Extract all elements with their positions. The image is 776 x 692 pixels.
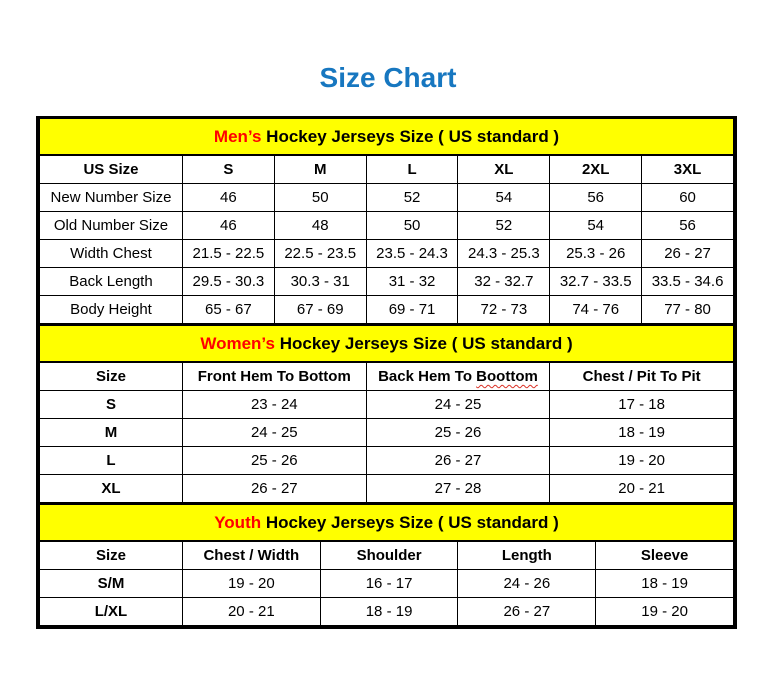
cell: 25 - 26 [182, 447, 366, 475]
cell: 24 - 25 [182, 419, 366, 447]
row-label: S/M [40, 570, 183, 598]
youth-header-row [40, 541, 734, 570]
cell: 24 - 26 [458, 570, 596, 598]
size-chart [36, 116, 737, 629]
cell: 54 [550, 212, 642, 240]
cell: 54 [458, 184, 550, 212]
womens-banner-text: Hockey Jerseys Size ( US standard ) [274, 333, 573, 353]
row-label: L [40, 447, 183, 475]
cell: 16 - 17 [320, 570, 458, 598]
row-label: M [40, 419, 183, 447]
row-label: Old Number Size [40, 212, 183, 240]
youth-banner [40, 504, 734, 541]
column-header: 3XL [642, 155, 734, 184]
column-header: L [366, 155, 458, 184]
column-header: Chest / Width [182, 541, 320, 570]
row-label: L/XL [40, 598, 183, 626]
cell: 60 [642, 184, 734, 212]
table-row [40, 391, 734, 419]
table-row [40, 475, 734, 503]
misspelled-word: Boottom [476, 368, 538, 385]
cell: 25 - 26 [366, 419, 550, 447]
cell: 32.7 - 33.5 [550, 268, 642, 296]
cell: 56 [642, 212, 734, 240]
womens-banner-row [40, 325, 734, 362]
cell: 29.5 - 30.3 [182, 268, 274, 296]
column-header-text: Back Hem To [378, 368, 477, 385]
womens-banner [40, 325, 734, 362]
womens-header-row [40, 362, 734, 391]
youth-banner-text: Hockey Jerseys Size ( US standard ) [261, 512, 559, 532]
cell: 25.3 - 26 [550, 240, 642, 268]
mens-size-table [39, 119, 734, 324]
column-header: Sleeve [596, 541, 734, 570]
cell: 69 - 71 [366, 296, 458, 324]
cell: 46 [182, 184, 274, 212]
column-header-misspelled [366, 362, 550, 391]
mens-banner-row [40, 119, 734, 155]
cell: 20 - 21 [182, 598, 320, 626]
column-header: US Size [40, 155, 183, 184]
column-header: XL [458, 155, 550, 184]
cell: 26 - 27 [642, 240, 734, 268]
cell: 23 - 24 [182, 391, 366, 419]
column-header: Shoulder [320, 541, 458, 570]
cell: 18 - 19 [596, 570, 734, 598]
cell: 30.3 - 31 [274, 268, 366, 296]
table-row [40, 184, 734, 212]
column-header: M [274, 155, 366, 184]
cell: 26 - 27 [366, 447, 550, 475]
youth-size-table [39, 503, 734, 626]
cell: 21.5 - 22.5 [182, 240, 274, 268]
cell: 52 [366, 184, 458, 212]
cell: 18 - 19 [320, 598, 458, 626]
cell: 56 [550, 184, 642, 212]
column-header: Length [458, 541, 596, 570]
cell: 46 [182, 212, 274, 240]
cell: 77 - 80 [642, 296, 734, 324]
row-label: New Number Size [40, 184, 183, 212]
cell: 23.5 - 24.3 [366, 240, 458, 268]
cell: 31 - 32 [366, 268, 458, 296]
cell: 74 - 76 [550, 296, 642, 324]
cell: 33.5 - 34.6 [642, 268, 734, 296]
cell: 26 - 27 [182, 475, 366, 503]
table-row [40, 268, 734, 296]
youth-banner-highlight: Youth [214, 512, 262, 532]
cell: 50 [274, 184, 366, 212]
column-header: 2XL [550, 155, 642, 184]
cell: 22.5 - 23.5 [274, 240, 366, 268]
column-header: Size [40, 362, 183, 391]
table-row [40, 419, 734, 447]
cell: 72 - 73 [458, 296, 550, 324]
cell: 48 [274, 212, 366, 240]
row-label: S [40, 391, 183, 419]
womens-size-table [39, 324, 734, 503]
cell: 50 [366, 212, 458, 240]
table-row [40, 296, 734, 324]
cell: 32 - 32.7 [458, 268, 550, 296]
row-label: Body Height [40, 296, 183, 324]
table-row [40, 447, 734, 475]
cell: 17 - 18 [550, 391, 734, 419]
row-label: Width Chest [40, 240, 183, 268]
cell: 19 - 20 [550, 447, 734, 475]
cell: 24 - 25 [366, 391, 550, 419]
cell: 19 - 20 [182, 570, 320, 598]
mens-banner-text: Hockey Jerseys Size ( US standard ) [261, 126, 560, 146]
row-label: XL [40, 475, 183, 503]
mens-header-row [40, 155, 734, 184]
youth-banner-row [40, 504, 734, 541]
cell: 67 - 69 [274, 296, 366, 324]
row-label: Back Length [40, 268, 183, 296]
cell: 26 - 27 [458, 598, 596, 626]
cell: 27 - 28 [366, 475, 550, 503]
mens-banner [40, 119, 734, 155]
cell: 18 - 19 [550, 419, 734, 447]
cell: 20 - 21 [550, 475, 734, 503]
column-header: Chest / Pit To Pit [550, 362, 734, 391]
cell: 24.3 - 25.3 [458, 240, 550, 268]
womens-banner-highlight: Women’s [200, 333, 275, 353]
table-row [40, 570, 734, 598]
mens-banner-highlight: Men’s [213, 126, 262, 146]
column-header: Front Hem To Bottom [182, 362, 366, 391]
table-row [40, 212, 734, 240]
cell: 19 - 20 [596, 598, 734, 626]
cell: 52 [458, 212, 550, 240]
cell: 65 - 67 [182, 296, 274, 324]
column-header: Size [40, 541, 183, 570]
page-title: Size Chart [319, 62, 457, 93]
column-header: S [182, 155, 274, 184]
table-row [40, 598, 734, 626]
table-row [40, 240, 734, 268]
